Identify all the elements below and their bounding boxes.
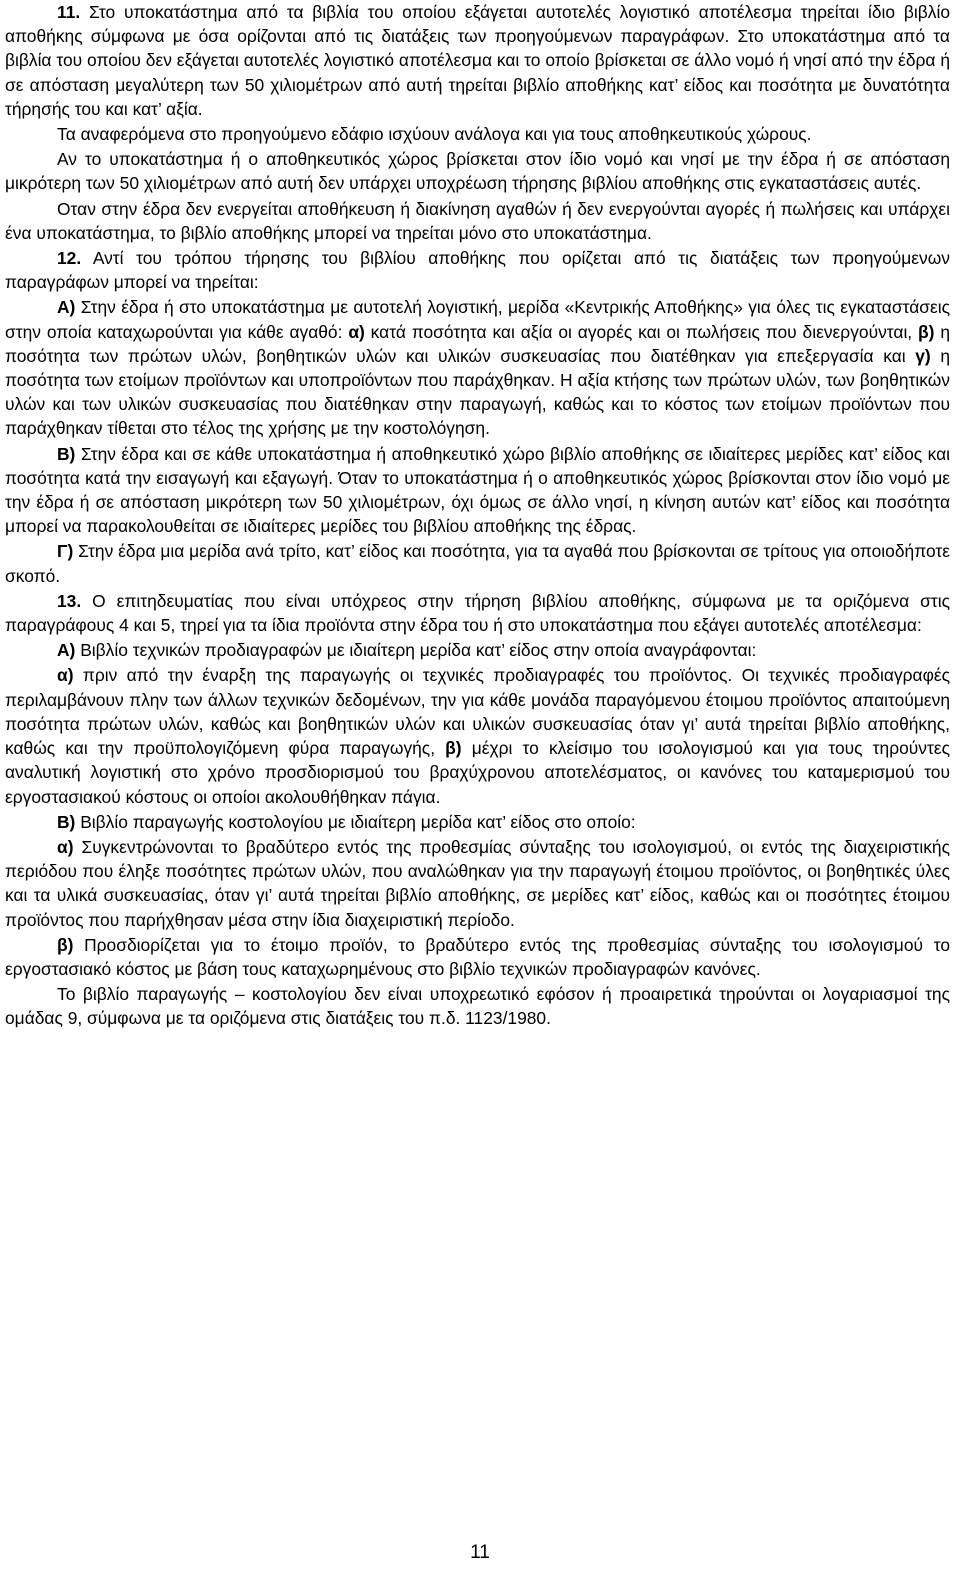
paragraph-text: μέχρι το κλείσιμο του ισολογισμού και για τους τηρούντες αναλυτική λογιστική στο χρόνο προσδιορισμού του βραχύχρονου αποτελέσματος, οι κανόνες του καταμερισμού του εργοστασιακού κόστους οι οποίοι ακολουθήθηκαν πάγια. bbox=[5, 738, 950, 807]
paragraph-text: Βιβλίο παραγωγής κοστολογίου με ιδιαίτερη μερίδα κατ’ είδος στο οποίο: bbox=[75, 811, 636, 832]
paragraph-marker: β) bbox=[57, 934, 74, 955]
paragraph-text: Οταν στην έδρα δεν ενεργείται αποθήκευση ή διακίνηση αγαθών ή δεν ενεργούνται αγορές ή πωλήσεις και υπάρχει ένα υποκατάστημα, το βιβλίο αποθήκης μπορεί να τηρείται μόνο στο υποκατάστημα. bbox=[5, 198, 950, 243]
paragraph bbox=[5, 982, 950, 1030]
paragraph bbox=[5, 539, 950, 587]
paragraph bbox=[5, 122, 950, 146]
paragraph-marker: Β) bbox=[57, 811, 76, 832]
paragraph-text: Το βιβλίο παραγωγής – κοστολογίου δεν είναι υποχρεωτικό εφόσον ή προαιρετικά τηρούνται οι λογαριασμοί της ομάδας 9, σύμφωνα με τα οριζόμενα στις διατάξεις του π.δ. 1123/1980. bbox=[5, 984, 950, 1029]
page-number: 11 bbox=[470, 1542, 490, 1563]
paragraph bbox=[5, 933, 950, 981]
paragraph-marker: 13. bbox=[57, 590, 82, 611]
paragraph-marker: β) bbox=[445, 738, 462, 759]
paragraph-text: Βιβλίο τεχνικών προδιαγραφών με ιδιαίτερη μερίδα κατ’ είδος στην οποία αναγράφονται: bbox=[75, 640, 757, 661]
paragraph-text: Στην έδρα μια μερίδα ανά τρίτο, κατ’ είδος και ποσότητα, για τα αγαθά που βρίσκονται σε τρίτους για οποιοδήποτε σκοπό. bbox=[5, 541, 950, 586]
paragraph bbox=[5, 589, 950, 637]
paragraph-text: Στην έδρα και σε κάθε υποκατάστημα ή αποθηκευτικό χώρο βιβλίο αποθήκης σε ιδιαίτερες μερίδες κατ’ είδος και ποσότητα κατά την εισαγωγή και εξαγωγή. Όταν το υποκατάστημα ή ο αποθηκευτικός χώρος βρίσκονται στον ίδιο νομό με την έδρα ή σε απόσταση μικρότερη των 50 χιλιομέτρων, όχι όμως σε άλλο νησί, η κίνηση αυτών κατ’ είδος και ποσότητα μπορεί να παρακολουθείται σε ιδιαίτερες μερίδες του βιβλίου αποθήκης της έδρας. bbox=[5, 443, 950, 537]
paragraph bbox=[5, 638, 950, 662]
paragraph-marker: 11. bbox=[57, 2, 81, 22]
paragraph bbox=[5, 147, 950, 195]
paragraph-text: η ποσότητα των ετοίμων προϊόντων και υποπροϊόντων που παράχθηκαν. Η αξία κτήσης των πρώτων υλών, των βοηθητικών υλών και των υλικών συσκευασίας που διατέθηκαν στην παραγωγή, καθώς και το κόστος των ετοίμων προϊόντων που παράχθηκαν τίθεται στο τέλος της χρήσης με την κοστολόγηση. bbox=[5, 345, 950, 439]
paragraph-marker: γ) bbox=[915, 345, 931, 366]
paragraph-marker: 12. bbox=[57, 248, 82, 269]
paragraph-text: Στην έδρα ή στο υποκατάστημα με αυτοτελή λογιστική, μερίδα «Κεντρικής Αποθήκης» για όλες τις εγκαταστάσεις στην οποία καταχωρούνται για κάθε αγαθό: bbox=[5, 297, 950, 342]
paragraph-text: κατά ποσότητα και αξία οι αγορές και οι πωλήσεις που διενεργούνται, bbox=[364, 321, 919, 342]
paragraph bbox=[5, 0, 950, 121]
paragraph-text: Ο επιτηδευματίας που είναι υπόχρεος στην τήρηση βιβλίου αποθήκης, σύμφωνα με τα οριζόμενα στις παραγράφους 4 και 5, τηρεί για τα ίδια προϊόντα στην έδρα του ή στο υποκατάστημα που εξάγει αυτοτελές αποτέλεσμα: bbox=[5, 590, 950, 636]
paragraph bbox=[5, 295, 950, 440]
paragraph bbox=[5, 442, 950, 539]
paragraph-marker: α) bbox=[348, 321, 365, 342]
paragraph bbox=[5, 197, 950, 245]
document-page bbox=[5, 0, 950, 1031]
paragraph bbox=[5, 835, 950, 932]
paragraph-marker: Α) bbox=[57, 297, 76, 318]
paragraph-marker: β) bbox=[918, 321, 935, 342]
paragraph bbox=[5, 663, 950, 808]
paragraph-marker: α) bbox=[57, 836, 74, 857]
paragraph-text: Αν το υποκατάστημα ή ο αποθηκευτικός χώρος βρίσκεται στον ίδιο νομό και νησί με την έδρα ή σε απόσταση μικρότερη των 50 χιλιομέτρων από αυτή δεν υπάρχει υποχρέωση τήρησης βιβλίου αποθήκης στις εγκαταστάσεις αυτές. bbox=[5, 149, 950, 194]
paragraph-text: Στο υποκατάστημα από τα βιβλία του οποίου εξάγεται αυτοτελές λογιστικό αποτέλεσμα τηρείται ίδιο βιβλίο αποθήκης σύμφωνα με όσα ορίζονται από τις διατάξεις των προηγούμενων παραγράφων. Στο υποκατάστημα από τα βιβλία του οποίου δεν εξάγεται αυτοτελές λογιστικό αποτέλεσμα και το οποίο βρίσκεται σε άλλο νομό ή νησί από την έδρα ή σε απόσταση μεγαλύτερη των 50 χιλιομέτρων από αυτή τηρείται βιβλίο αποθήκης κατ’ είδος και ποσότητα με δυνατότητα τήρησής του και κατ’ αξία. bbox=[5, 2, 950, 119]
paragraph-text: πριν από την έναρξη της παραγωγής οι τεχνικές προδιαγραφές του προϊόντος. Οι τεχνικές προδιαγραφές περιλαμβάνουν πλην των άλλων τεχνικών δεδομένων, την για κάθε μονάδα παραγόμενου έτοιμου προϊόντος απαιτούμενη ποσότητα πρώτων υλών, καθώς και βοηθητικών υλών και υλικών συσκευασίας όταν γι’ αυτά τηρείται βιβλίο αποθήκης, καθώς και την προϋπολογιζόμενη φύρα παραγωγής, bbox=[5, 665, 950, 759]
paragraph-text: Συγκεντρώνονται το βραδύτερο εντός της προθεσμίας σύνταξης του ισολογισμού, οι εντός της διαχειριστικής περιόδου που έληξε ποσότητες πρώτων υλών, που αναλώθηκαν για την παραγωγή έτοιμου προϊόντος, οι βοηθητικές ύλες και τα υλικά συσκευασίας, όταν γι’ αυτά τηρείται βιβλίο αποθήκης, σε μερίδες κατ’ είδος, καθώς και οι ποσότητες έτοιμου προϊόντος που παρήχθησαν μέσα στην ίδια διαχειριστική περίοδο. bbox=[5, 836, 950, 930]
paragraph bbox=[5, 246, 950, 294]
paragraph-marker: Β) bbox=[57, 443, 76, 464]
document-body bbox=[5, 0, 950, 1031]
paragraph-text: Τα αναφερόμενα στο προηγούμενο εδάφιο ισχύουν ανάλογα και για τους αποθηκευτικούς χώρους. bbox=[57, 124, 812, 145]
paragraph-marker: Α) bbox=[57, 640, 76, 661]
paragraph-text: η ποσότητα των πρώτων υλών, βοηθητικών υλών και υλικών συσκευασίας που διατέθηκαν για επεξεργασία και bbox=[5, 321, 950, 366]
paragraph-text: Αντί του τρόπου τήρησης του βιβλίου αποθήκης που ορίζεται από τις διατάξεις των προηγούμενων παραγράφων μπορεί να τηρείται: bbox=[5, 248, 950, 293]
paragraph-text: Προσδιορίζεται για το έτοιμο προϊόν, το βραδύτερο εντός της προθεσμίας σύνταξης του ισολογισμού το εργοστασιακό κόστος με βάση τους καταχωρημένους στο βιβλίο τεχνικών προδιαγραφών κανόνες. bbox=[5, 934, 950, 979]
paragraph-marker: Γ) bbox=[57, 541, 74, 562]
paragraph-marker: α) bbox=[57, 665, 74, 686]
paragraph bbox=[5, 810, 950, 834]
